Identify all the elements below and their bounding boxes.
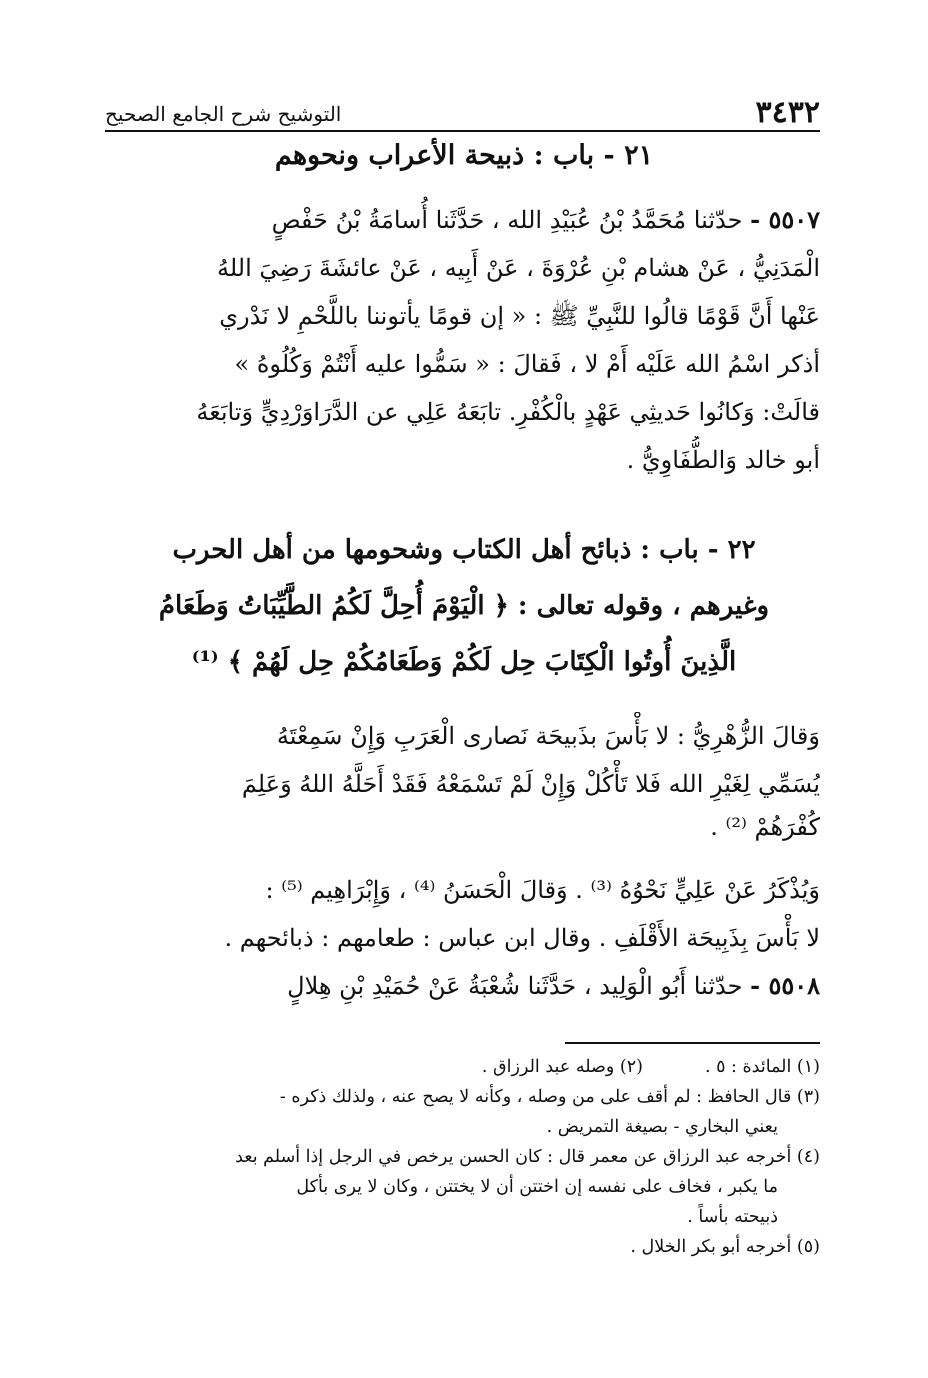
text-segment: حدّثنا أَبُو الْوَلِيد ، حَدَّثَنا شُعْبَةُ عَنْ حُمَيْدِ بْنِ هِلالٍ	[287, 972, 743, 1000]
heading-line: وغيرهم ، وقوله تعالى : ﴿ الْيَوْمَ أُحِلَّ لَكُمُ الطَّيِّبَاتُ وَطَعَامُ	[158, 591, 770, 621]
page-number: ٣٤٣٢	[755, 95, 820, 130]
ali-paragraph	[108, 866, 820, 1010]
footnote-rule	[565, 1042, 820, 1044]
footnote-4-continuation: ذبيحته بأساً .	[687, 1207, 778, 1227]
text-line: أبو خالد وَالطُّفَاوِيُّ .	[626, 446, 820, 474]
footnote-3: (٣) قال الحافظ : لم أقف على من وصله ، وكأنه لا يصح عنه ، ولذلك ذكره -	[279, 1087, 820, 1107]
text-line: وَقالَ الزُّهْرِيُّ : لا بَأْسَ بذَبيحَة نَصارى الْعَرَبِ وَإِنْ سَمِعْتَهُ	[276, 722, 820, 750]
text-line	[108, 196, 820, 244]
hadith-number: ٥٥٠٨ -	[750, 971, 820, 1000]
chapter-heading-21: ٢١ - باب : ذبيحة الأعراب ونحوهم	[274, 140, 654, 171]
text-line: قالَتْ: وَكانُوا حَديثِي عَهْدٍ بالْكُفْرِ. تابَعَهُ عَلِي عن الدَّرَاوَرْدِيٍّ وَتابَعَهُ	[196, 398, 820, 426]
running-title: التوشيح شرح الجامع الصحيح	[105, 102, 342, 126]
text-line: يُسَمِّي لِغَيْرِ الله فَلا تَأْكُلْ وَإِنْ لَمْ تَسْمَعْهُ فَقَدْ أَحَلَّهُ اللهُ وَعَلِمَ	[241, 770, 820, 798]
zuhri-paragraph	[108, 712, 820, 846]
page-header	[105, 82, 820, 128]
heading-line: الَّذِينَ أُوتُوا الْكِتَابَ حِل لَكُمْ وَطَعَامُكُمْ حِل لَهُمْ ﴾ ⁽¹⁾	[191, 647, 737, 677]
footnote-2: (٢) وصله عبد الرزاق .	[481, 1057, 643, 1077]
text-segment: حدّثنا مُحَمَّدُ بْنُ عُبَيْدِ الله ، حَدَّثَنا أُسامَةُ بْنُ حَفْصٍ	[271, 206, 743, 234]
hadith-5507	[108, 196, 820, 484]
footnote-row	[108, 1052, 820, 1082]
text-line: وَيُذْكَرُ عَنْ عَلِيٍّ نَحْوُهُ ⁽³⁾ . وَقالَ الْحَسَنُ ⁽⁴⁾ ، وَإِبْرَاهِيم ⁽⁵⁾ :	[265, 876, 820, 904]
footnotes	[108, 1052, 820, 1262]
footnote-1: (١) المائدة : ٥ .	[704, 1057, 820, 1077]
text-line: أذكر اسْمُ الله عَلَيْه أَمْ لا ، فَقالَ : « سَمُّوا عليه أَنْتُمْ وَكُلُوهُ »	[234, 350, 820, 378]
footnote-5: (٥) أخرجه أبو بكر الخلال .	[630, 1237, 820, 1257]
chapter-heading-22	[108, 522, 820, 690]
footnote-3-continuation: يعني البخاري - بصيغة التمريض .	[546, 1117, 778, 1137]
hadith-number: ٥٥٠٧ -	[750, 205, 820, 234]
header-rule	[105, 130, 820, 132]
text-line	[108, 962, 820, 1010]
text-line: عَنْها أَنَّ قَوْمًا قالُوا للنَّبِيِّ ﷺ : « إن قومًا يأتوننا باللَّحْمِ لا نَدْري	[219, 302, 820, 330]
heading-line: ٢٢ - باب : ذبائح أهل الكتاب وشحومها من أهل الحرب	[172, 535, 756, 565]
text-line: كُفْرَهُمْ ⁽²⁾ .	[710, 813, 820, 841]
text-line: الْمَدَنِيُّ ، عَنْ هشام بْنِ عُرْوَةَ ، عَنْ أَبِيه ، عَنْ عائشَةَ رَضِيَ اللهُ	[216, 254, 820, 282]
footnote-4-continuation: ما يكبر ، فخاف على نفسه إن اختتن أن لا يختتن ، وكان لا يرى بأكل	[296, 1177, 778, 1197]
footnote-4: (٤) أخرجه عبد الرزاق عن معمر قال : كان الحسن يرخص في الرجل إذا أسلم بعد	[235, 1147, 820, 1167]
text-line: لا بَأْسَ بِذَبِيحَة الأَقْلَفِ . وقال ابن عباس : طعامهم : ذبائحهم .	[224, 924, 820, 952]
